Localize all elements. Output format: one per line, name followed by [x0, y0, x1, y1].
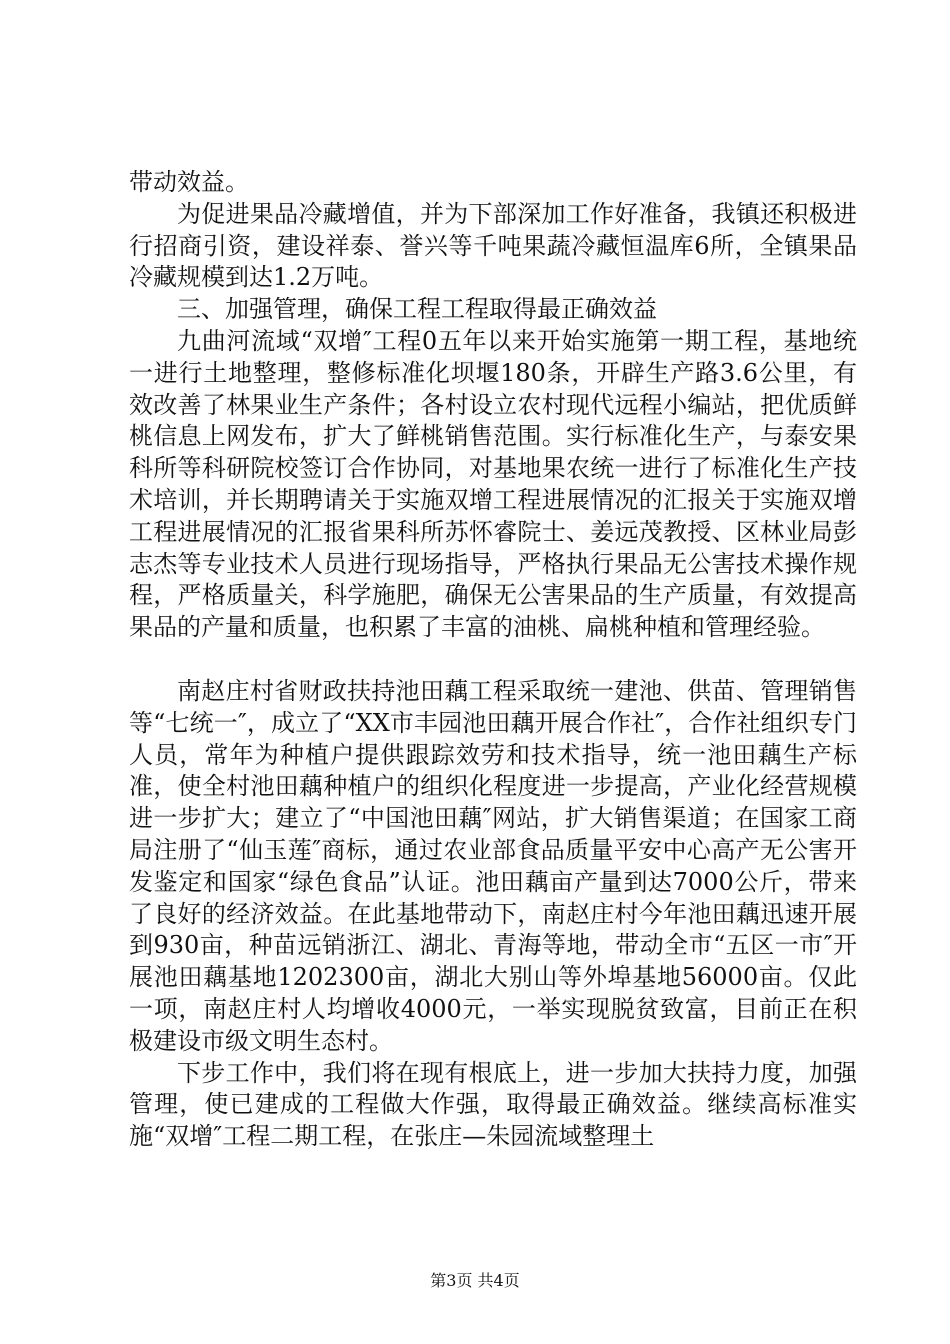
paragraph-continuation: 带动效益。	[129, 168, 249, 196]
paragraph-cold-storage: 为促进果品冷藏增值，并为下部深加工作好准备，我镇还积极进行招商引资，建设祥泰、誉兴等千吨果蔬冷藏恒温库6所，全镇果品冷藏规模到达1.2万吨。	[129, 199, 857, 292]
paragraph-nanzhaozhuang: 南赵庄村省财政扶持池田藕工程采取统一建池、供苗、管理销售等“七统一″，成立了“XX市丰园池田藕开展合作社″，合作社组织专门人员，常年为种植户提供跟踪效劳和技术指导，统一池田藕生产标准，使全村池田藕种植户的组织化程度进一步提高，产业化经营规模进一步扩大；建立了“中国池田藕″网站，扩大销售渠道；在国家工商局注册了“仙玉莲″商标，通过农业部食品质量平安中心高产无公害开发鉴定和国家“绿色食品”认证。池田藕亩产量到达7000公斤，带来了良好的经济效益。在此基地带动下，南赵庄村今年池田藕迅速开展到930亩，种苗远销浙江、湖北、青海等地，带动全市“五区一市″开展池田藕基地1202300亩，湖北大别山等外埠基地56000亩。仅此一项，南赵庄村人均增收4000元，一举实现脱贫致富，目前正在积极建设市级文明生态村。	[129, 676, 857, 1055]
page-number-footer: 第3页 共4页	[430, 1271, 520, 1290]
section-heading: 三、加强管理，确保工程工程取得最正确效益	[177, 295, 657, 324]
paragraph-spacer	[129, 644, 857, 676]
paragraph-jiuqu-river: 九曲河流域“双增″工程0五年以来开始实施第一期工程，基地统一进行土地整理，整修标准化坝堰180条，开辟生产路3.6公里，有效改善了林果业生产条件；各村设立农村现代远程小编站，把优质鲜桃信息上网发布，扩大了鲜桃销售范围。实行标准化生产，与泰安果科所等科研院校签订合作协同，对基地果农统一进行了标准化生产技术培训，并长期聘请关于实施双增工程进展情况的汇报关于实施双增工程进展情况的汇报省果科所苏怀睿院士、姜远茂教授、区林业局彭志杰等专业技术人员进行现场指导，严格执行果品无公害技术操作规程，严格质量关，科学施肥，确保无公害果品的生产质量，有效提高果品的产量和质量，也积累了丰富的油桃、扁桃种植和管理经验。	[129, 326, 857, 642]
paragraph-next-steps: 下步工作中，我们将在现有根底上，进一步加大扶持力度，加强管理，使已建成的工程做大作强，取得最正确效益。继续高标准实施“双增″工程二期工程，在张庄—朱园流域整理土	[129, 1058, 857, 1151]
document-body	[129, 167, 857, 1153]
